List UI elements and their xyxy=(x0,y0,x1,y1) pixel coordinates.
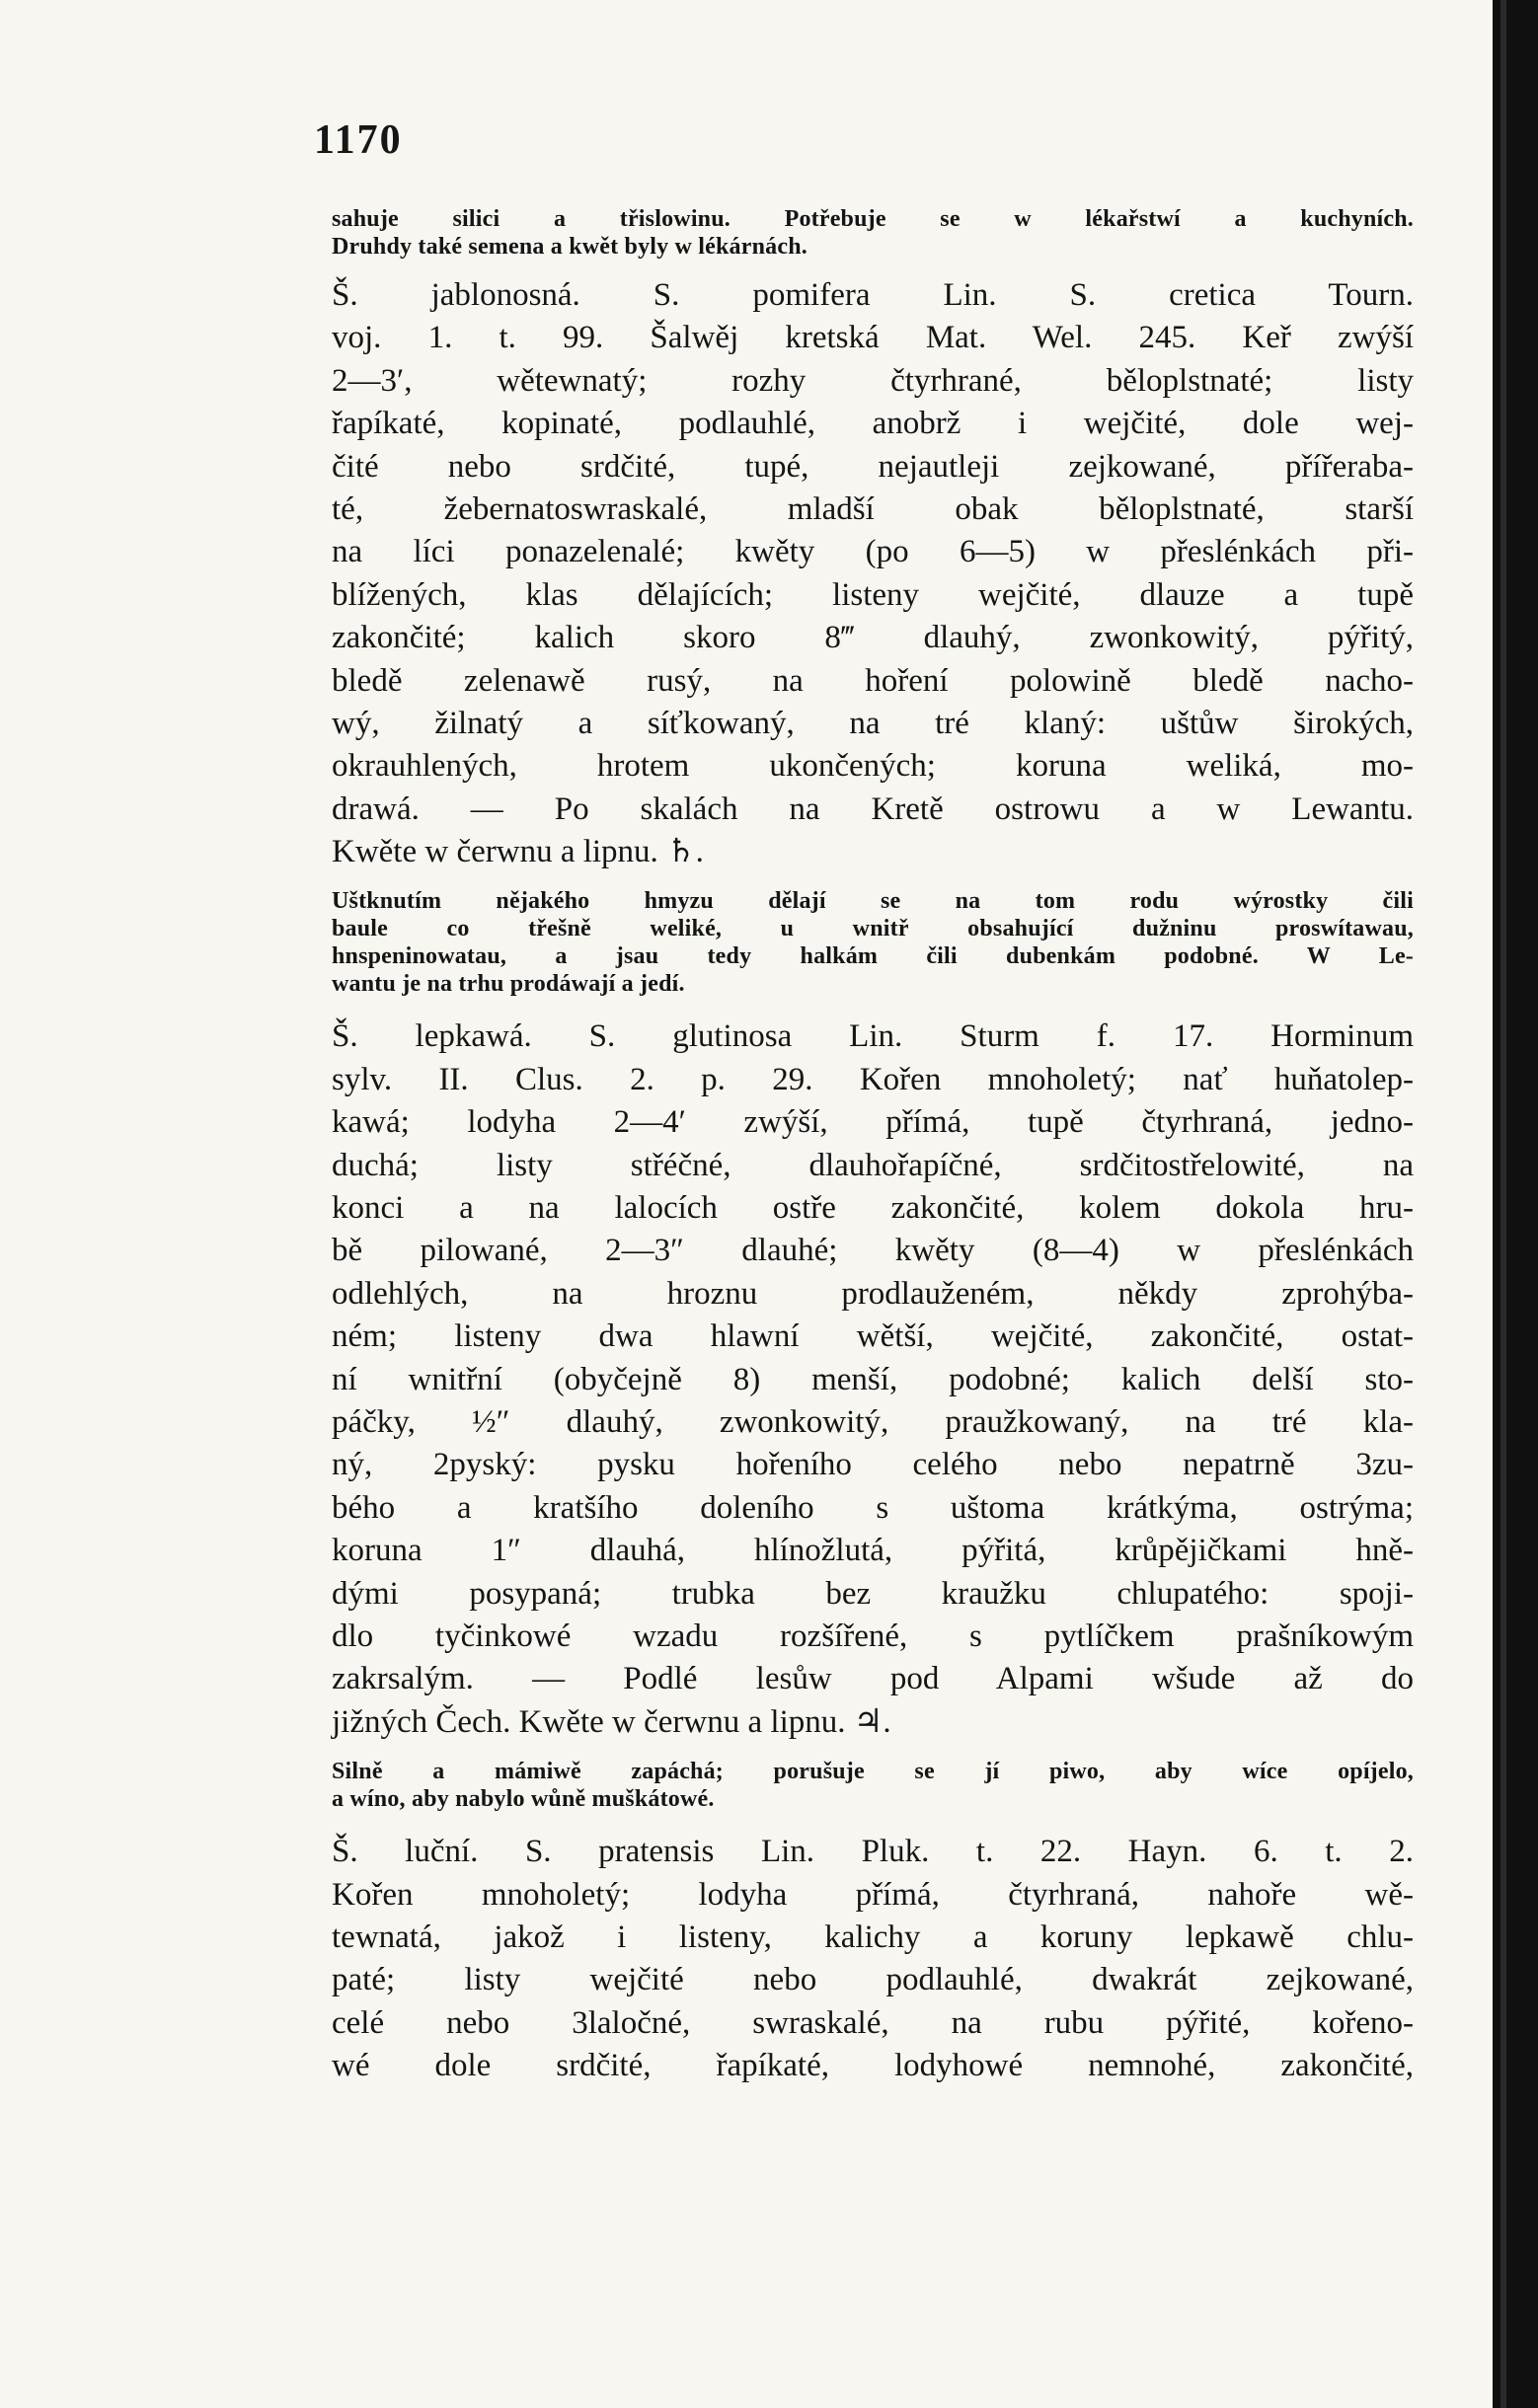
text-line: dlo tyčinkowé wzadu rozšířené, s pytlíčkem prašníkowým xyxy=(332,1618,1414,1654)
text-line: Kořen mnoholetý; lodyha přímá, čtyrhraná, nahoře wě- xyxy=(332,1876,1414,1913)
text-line: wé dole srdčité, řapíkaté, lodyhowé nemnohé, zakončité, xyxy=(332,2048,1414,2084)
text-line: Uštknutím nějakého hmyzu dělají se na tom rodu wýrostky čili xyxy=(332,888,1414,915)
text-column xyxy=(332,205,1414,2087)
text-line: ný, 2pyský: pysku hořeního celého nebo nepatrně 3zu- xyxy=(332,1447,1414,1483)
text-line: páčky, ½″ dlauhý, zwonkowitý, praužkowaný, na tré kla- xyxy=(332,1403,1414,1440)
text-line: zakrsalým. — Podlé lesůw pod Alpami wšude až do xyxy=(332,1661,1414,1697)
text-line: duchá; listy střéčné, dlauhořapíčné, srdčitostřelowité, na xyxy=(332,1147,1414,1183)
text-line: 2—3′, wětewnatý; rozhy čtyrhrané, běloplstnaté; listy xyxy=(332,362,1414,399)
text-line: blížených, klas dělajících; listeny wejčité, dlauze a tupě xyxy=(332,576,1414,613)
text-line: Druhdy také semena a kwět byly w lékárnách. xyxy=(332,234,807,260)
paragraph-note-2 xyxy=(332,887,1414,998)
text-line: sahuje silici a třislowinu. Potřebuje se w lékařstwí a kuchyních. xyxy=(332,206,1414,232)
text-line: na líci ponazelenalé; kwěty (po 6—5) w přeslénkách při- xyxy=(332,534,1414,570)
text-line: sylv. II. Clus. 2. p. 29. Kořen mnoholetý; nať huňatolep- xyxy=(332,1061,1414,1097)
text-line: dými posypaná; trubka bez kraužku chlupatého: spoji- xyxy=(332,1575,1414,1612)
text-line: ní wnitřní (obyčejně 8) menší, podobné; kalich delší sto- xyxy=(332,1361,1414,1397)
text-line: tewnatá, jakož i listeny, kalichy a koruny lepkawě chlu- xyxy=(332,1919,1414,1955)
page-number: 1170 xyxy=(314,117,403,163)
text-line: konci a na lalocích ostře zakončité, kolem dokola hru- xyxy=(332,1190,1414,1227)
text-line: drawá. — Po skalách na Kretě ostrowu a w Lewantu. xyxy=(332,790,1414,827)
text-line: paté; listy wejčité nebo podlauhlé, dwakrát zejkowané, xyxy=(332,1962,1414,1998)
text-line: řapíkaté, kopinaté, podlauhlé, anobrž i wejčité, dole wej- xyxy=(332,406,1414,442)
text-line: čité nebo srdčité, tupé, nejautleji zejkowané, přířeraba- xyxy=(332,448,1414,485)
scan-border xyxy=(1493,0,1538,2408)
text-line: té, žebernatoswraskalé, mladší obak běloplstnaté, starší xyxy=(332,490,1414,527)
text-line: wantu je na trhu prodáwají a jedí. xyxy=(332,971,685,998)
text-line: jižných Čech. Kwěte w čerwnu a lipnu. ♃. xyxy=(332,1703,891,1740)
text-line: bledě zelenawě rusý, na hoření polowině bledě nacho- xyxy=(332,662,1414,699)
paragraph-note-3 xyxy=(332,1758,1414,1813)
text-line: Š. lepkawá. S. glutinosa Lin. Sturm f. 17. Horminum xyxy=(332,1018,1414,1055)
text-line: voj. 1. t. 99. Šalwěj kretská Mat. Wel. 245. Keř zwýší xyxy=(332,320,1414,356)
text-line: Kwěte w čerwnu a lipnu. ♄. xyxy=(332,834,704,870)
text-line: celé nebo 3laločné, swraskalé, na rubu pýřité, kořeno- xyxy=(332,2004,1414,2041)
text-line: Š. jablonosná. S. pomifera Lin. S. cretica Tourn. xyxy=(332,277,1414,313)
entry-salvia-glutinosa xyxy=(332,1016,1414,1744)
text-line: odlehlých, na hroznu prodlauženém, někdy zprohýba- xyxy=(332,1275,1414,1312)
text-line: kawá; lodyha 2—4′ zwýší, přímá, tupě čtyrhraná, jedno- xyxy=(332,1104,1414,1141)
text-line: bě pilowané, 2—3″ dlauhé; kwěty (8—4) w přeslénkách xyxy=(332,1233,1414,1269)
text-line: Silně a mámiwě zapáchá; porušuje se jí piwo, aby wíce opíjelo, xyxy=(332,1759,1414,1785)
text-line: a wíno, aby nabylo wůně muškátowé. xyxy=(332,1786,715,1813)
text-line: okrauhlených, hrotem ukončených; koruna weliká, mo- xyxy=(332,748,1414,785)
entry-salvia-pratensis xyxy=(332,1831,1414,2087)
entry-salvia-pomifera xyxy=(332,274,1414,873)
text-line: Š. luční. S. pratensis Lin. Pluk. t. 22. Hayn. 6. t. 2. xyxy=(332,1834,1414,1870)
text-line: baule co třešně weliké, u wnitř obsahující dužninu proswítawau, xyxy=(332,916,1414,942)
text-line: wý, žilnatý a síťkowaný, na tré klaný: uštůw širokých, xyxy=(332,705,1414,741)
paragraph-note-1 xyxy=(332,205,1414,261)
text-line: zakončité; kalich skoro 8‴ dlauhý, zwonkowitý, pýřitý, xyxy=(332,620,1414,656)
text-line: hnspeninowatau, a jsau tedy halkám čili dubenkám podobné. W Le- xyxy=(332,943,1414,970)
text-line: koruna 1″ dlauhá, hlínožlutá, pýřitá, krůpějičkami hně- xyxy=(332,1533,1414,1569)
text-line: ném; listeny dwa hlawní wětší, wejčité, zakončité, ostat- xyxy=(332,1318,1414,1355)
text-line: bého a kratšího doleního s uštoma krátkýma, ostrýma; xyxy=(332,1489,1414,1526)
